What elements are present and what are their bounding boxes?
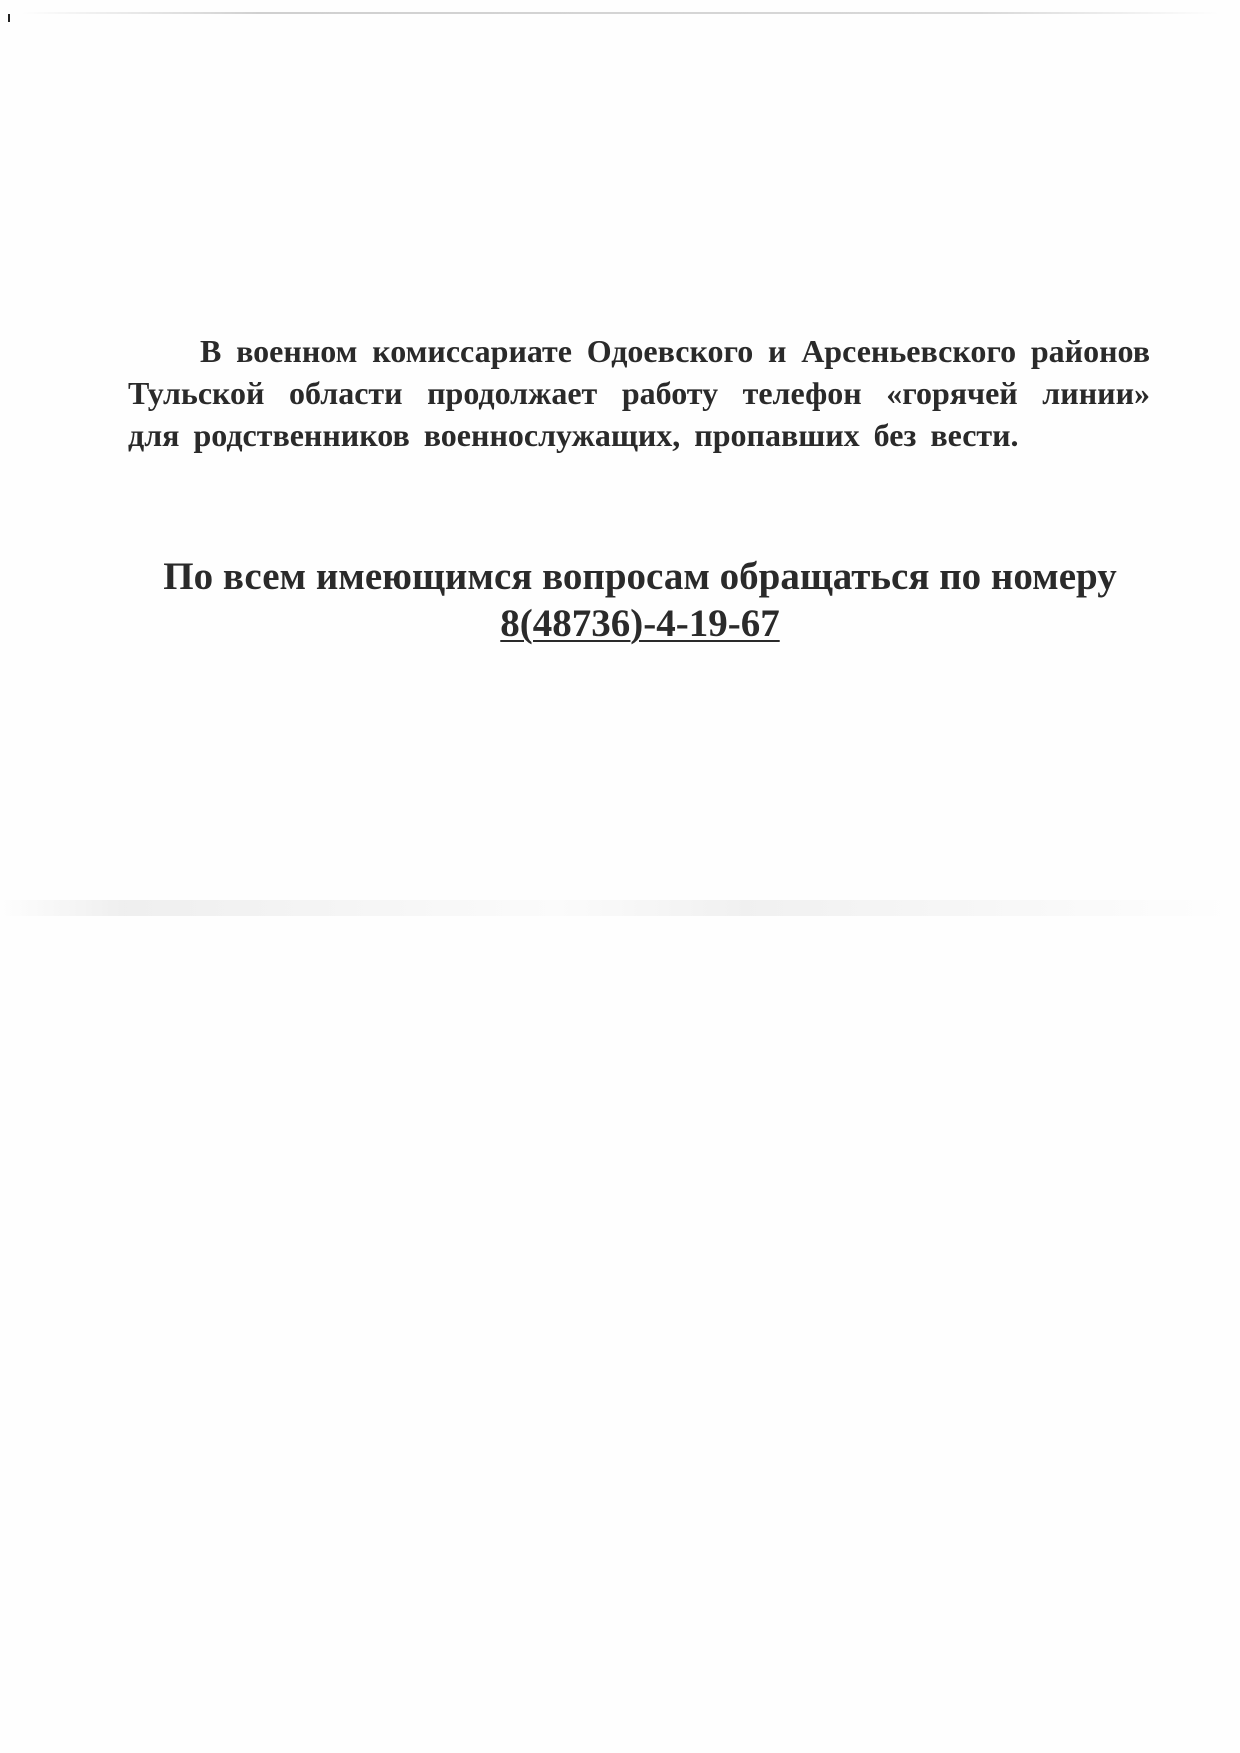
phone-number: 8(48736)-4-19-67 (500, 602, 780, 645)
scan-mark (8, 14, 10, 22)
scan-artifact (0, 900, 1240, 916)
scan-top-edge (20, 12, 1220, 14)
contact-text: По всем имеющимся вопросам обращаться по номеру (163, 555, 1117, 598)
notice-paragraph: В военном комиссариате Одоевского и Арсеньевского районов Тульской области продолжает работу телефон «горячей линии» для родственников военнослужащих, пропавших без вести. (128, 333, 1150, 453)
contact-block (110, 553, 1170, 647)
